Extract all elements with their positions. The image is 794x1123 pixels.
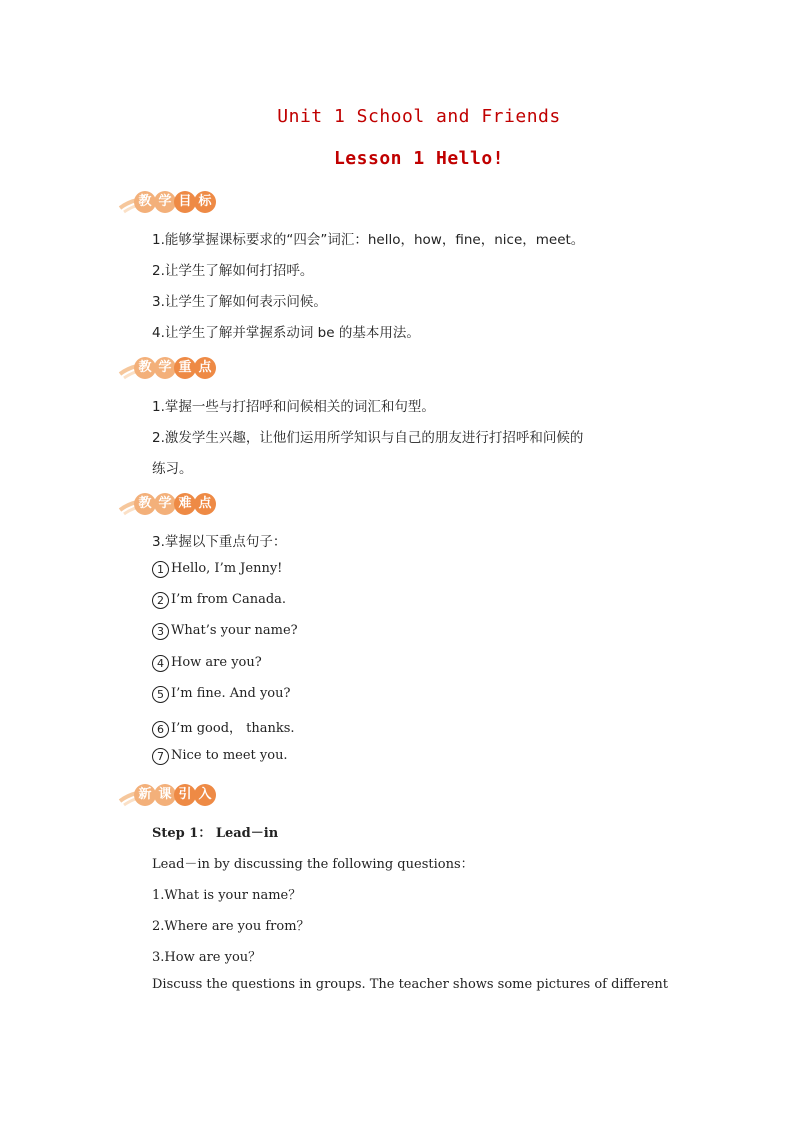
objective-item: 4.让学生了解并掌握系动词 be 的基本用法。 (152, 325, 420, 341)
question-item: 3.How are you？ (152, 950, 262, 965)
badge-char: 新 (134, 784, 156, 806)
word: some (497, 977, 533, 992)
badge-char: 课 (154, 784, 176, 806)
sentence-text: What’s your name? (171, 623, 298, 638)
sentence-text: How are you? (171, 655, 262, 670)
circled-number: 5 (152, 686, 169, 703)
objective-item: 3.让学生了解如何表示问候。 (152, 294, 327, 310)
key-sentence (152, 655, 262, 672)
word: questions (231, 977, 296, 992)
word: shows (452, 977, 494, 992)
word: groups. (315, 977, 366, 992)
badge-char: 教 (134, 191, 156, 213)
step-heading: Step 1： Lead－in (152, 826, 279, 841)
badge-char: 难 (174, 493, 196, 515)
question-item: 2.Where are you from？ (152, 919, 310, 934)
sentence-text: I’m from Canada. (171, 592, 287, 607)
badge-char: 引 (174, 784, 196, 806)
sentence-text: I’m fine. And you? (171, 686, 291, 701)
word: different (611, 977, 668, 992)
objective-item: 2.让学生了解如何打招呼。 (152, 263, 314, 279)
section-header-difficulties (118, 488, 238, 518)
sentence-text: I’m good， thanks. (171, 721, 295, 736)
question-item: 1.What is your name？ (152, 888, 302, 903)
badge-char: 学 (154, 493, 176, 515)
word: in (299, 977, 312, 992)
objective-item: 1.能够掌握课标要求的“四会”词汇：hello，how，fine，nice，meet。 (152, 232, 585, 248)
key-sentence (152, 686, 290, 703)
key-sentence (152, 717, 295, 738)
badge-char: 点 (194, 357, 216, 379)
key-point-item: 1.掌握一些与打招呼和问候相关的词汇和句型。 (152, 399, 435, 415)
sentence-text: Hello, I’m Jenny! (171, 561, 283, 576)
badge-char: 标 (194, 191, 216, 213)
key-point-item: 练习。 (152, 461, 193, 477)
difficulties-intro: 3.掌握以下重点句子： (152, 534, 287, 550)
badge-char: 点 (194, 493, 216, 515)
circled-number: 3 (152, 623, 169, 640)
unit-title: Unit 1 School and Friends (277, 106, 561, 127)
section-header-objectives (118, 186, 238, 216)
key-sentence (152, 561, 282, 578)
section-header-key-points (118, 352, 238, 382)
word: teacher (398, 977, 449, 992)
badge-char: 目 (174, 191, 196, 213)
key-point-item: 2.激发学生兴趣，让他们运用所学知识与自己的朋友进行打招呼和问候的 (152, 430, 584, 446)
circled-number: 2 (152, 592, 169, 609)
word: The (369, 977, 395, 992)
circled-number: 1 (152, 561, 169, 578)
badge-char: 学 (154, 357, 176, 379)
word: pictures (536, 977, 591, 992)
discussion-paragraph (152, 977, 668, 992)
lesson-title: Lesson 1 Hello! (333, 148, 505, 169)
lead-in-text: Lead－in by discussing the following questions： (152, 857, 474, 872)
badge-char: 重 (174, 357, 196, 379)
badge-char: 入 (194, 784, 216, 806)
key-sentence (152, 748, 288, 765)
key-sentence (152, 623, 298, 640)
sentence-text: Nice to meet you. (171, 748, 288, 763)
word: Discuss (152, 977, 203, 992)
badge-char: 教 (134, 357, 156, 379)
section-header-introduction (118, 779, 238, 809)
circled-number: 6 (152, 721, 169, 738)
word: of (594, 977, 607, 992)
word: the (206, 977, 228, 992)
circled-number: 7 (152, 748, 169, 765)
badge-char: 教 (134, 493, 156, 515)
badge-char: 学 (154, 191, 176, 213)
circled-number: 4 (152, 655, 169, 672)
key-sentence (152, 592, 286, 609)
